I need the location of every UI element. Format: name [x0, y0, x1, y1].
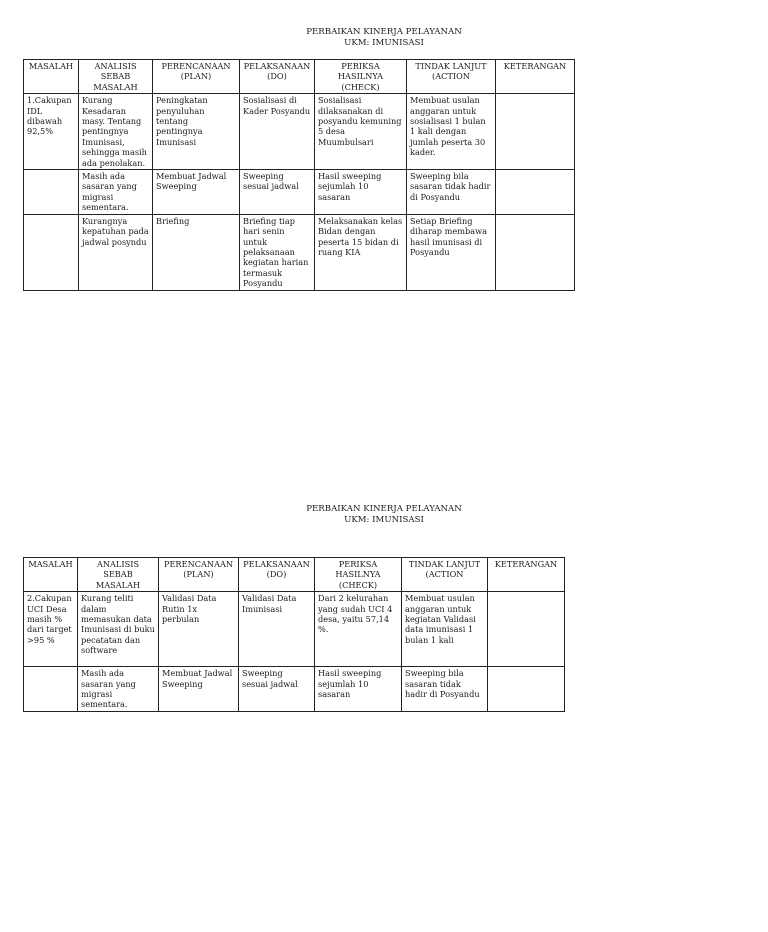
cell-perencanaan: Membuat Jadwal Sweeping — [159, 667, 239, 712]
cell-analisis: Kurangnya kepatuhan pada jadwal posyndu — [79, 214, 153, 290]
table-row — [24, 214, 575, 290]
doc1-header-row — [24, 60, 575, 94]
cell-analisis: Kurang teliti dalam memasukan data Imunisasi di buku pecatatan dan software — [78, 592, 159, 667]
cell-keterangan — [496, 170, 575, 215]
cell-tindak-lanjut: Sweeping bila sasaran tidak hadir di Posyandu — [407, 170, 496, 215]
col-header-analisis: ANALISIS SEBAB MASALAH — [78, 558, 159, 592]
doc2-table — [23, 557, 565, 712]
col-header-keterangan: KETERANGAN — [488, 558, 565, 592]
col-header-analisis: ANALISIS SEBAB MASALAH — [79, 60, 153, 94]
cell-periksa: Hasil sweeping sejumlah 10 sasaran — [315, 667, 402, 712]
cell-masalah — [24, 170, 79, 215]
cell-perencanaan: Membuat Jadwal Sweeping — [153, 170, 240, 215]
col-header-periksa: PERIKSA HASILNYA (CHECK) — [315, 558, 402, 592]
cell-masalah — [24, 214, 79, 290]
cell-periksa: Melaksanakan kelas Bidan dengan peserta 15 bidan di ruang KIA — [315, 214, 407, 290]
cell-keterangan — [496, 214, 575, 290]
cell-pelaksanaan: Briefing tiap hari senin untuk pelaksanaan kegiatan harian termasuk Posyandu — [240, 214, 315, 290]
doc2-title: PERBAIKAN KINERJA PELAYANAN — [306, 504, 462, 514]
cell-analisis: Kurang Kesadaran masy. Tentang pentingnya Imunisasi, sehingga masih ada penolakan. — [79, 94, 153, 170]
cell-tindak-lanjut: Sweeping bila sasaran tidak hadir di Posyandu — [402, 667, 488, 712]
cell-analisis: Masih ada sasaran yang migrasi sementara. — [79, 170, 153, 215]
cell-analisis: Masih ada sasaran yang migrasi sementara. — [78, 667, 159, 712]
col-header-masalah: MASALAH — [24, 558, 78, 592]
col-header-pelaksanaan: PELAKSANAAN (DO) — [240, 60, 315, 94]
cell-periksa: Dari 2 kelurahan yang sudah UCI 4 desa, yaitu 57,14 %. — [315, 592, 402, 667]
doc2-subtitle: UKM: IMUNISASI — [344, 515, 424, 525]
cell-periksa: Sosialisasi dilaksanakan di posyandu kemuning 5 desa Muumbulsari — [315, 94, 407, 170]
cell-tindak-lanjut: Membuat usulan anggaran untuk kegiatan Validasi data imunisasi 1 bulan 1 kali — [402, 592, 488, 667]
cell-perencanaan: Validasi Data Rutin 1x perbulan — [159, 592, 239, 667]
table-row — [24, 667, 565, 712]
doc1-subtitle: UKM: IMUNISASI — [344, 38, 424, 48]
cell-tindak-lanjut: Setiap Briefing diharap membawa hasil imunisasi di Posyandu — [407, 214, 496, 290]
col-header-tindak-lanjut: TINDAK LANJUT (ACTION — [407, 60, 496, 94]
cell-pelaksanaan: Sweeping sesuai jadwal — [239, 667, 315, 712]
cell-masalah: 1.Cakupan IDL dibawah 92,5% — [24, 94, 79, 170]
col-header-masalah: MASALAH — [24, 60, 79, 94]
cell-periksa: Hasil sweeping sejumlah 10 sasaran — [315, 170, 407, 215]
table-row — [24, 94, 575, 170]
col-header-tindak-lanjut: TINDAK LANJUT (ACTION — [402, 558, 488, 592]
doc2-header-row — [24, 558, 565, 592]
cell-perencanaan: Briefing — [153, 214, 240, 290]
col-header-perencanaan: PERENCANAAN (PLAN) — [153, 60, 240, 94]
col-header-perencanaan: PERENCANAAN (PLAN) — [159, 558, 239, 592]
cell-pelaksanaan: Sosialisasi di Kader Posyandu — [240, 94, 315, 170]
cell-pelaksanaan: Sweeping sesuai jadwal — [240, 170, 315, 215]
cell-masalah: 2.Cakupan UCI Desa masih % dari target >95 % — [24, 592, 78, 667]
col-header-pelaksanaan: PELAKSANAAN (DO) — [239, 558, 315, 592]
col-header-periksa: PERIKSA HASILNYA (CHECK) — [315, 60, 407, 94]
table-row — [24, 592, 565, 667]
col-header-keterangan: KETERANGAN — [496, 60, 575, 94]
cell-keterangan — [488, 667, 565, 712]
cell-masalah — [24, 667, 78, 712]
doc1-table — [23, 59, 575, 291]
doc1-title: PERBAIKAN KINERJA PELAYANAN — [306, 27, 462, 37]
cell-perencanaan: Peningkatan penyuluhan tentang pentingnya Imunisasi — [153, 94, 240, 170]
cell-pelaksanaan: Validasi Data Imunisasi — [239, 592, 315, 667]
cell-keterangan — [488, 592, 565, 667]
cell-tindak-lanjut: Membuat usulan anggaran untuk sosialisasi 1 bulan 1 kali dengan jumlah peserta 30 kader. — [407, 94, 496, 170]
cell-keterangan — [496, 94, 575, 170]
table-row — [24, 170, 575, 215]
